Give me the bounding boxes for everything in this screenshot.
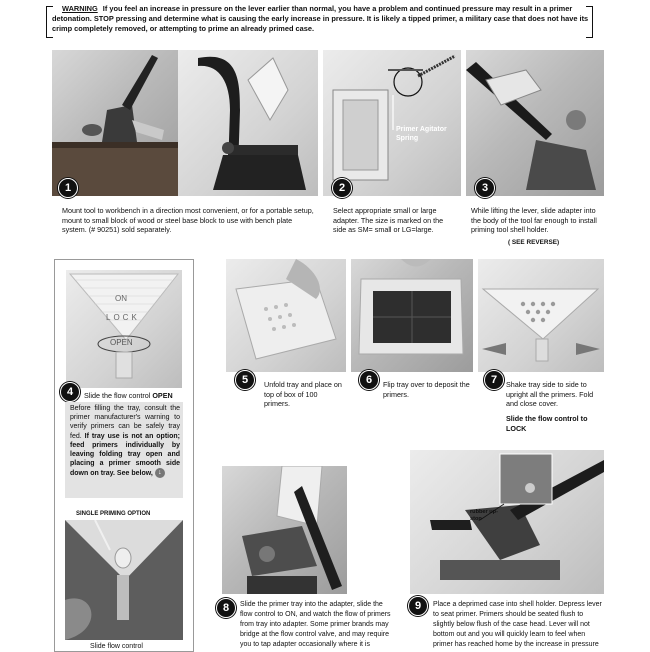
step2-number-badge: 2 — [332, 178, 352, 198]
step8-tool-illustration — [222, 466, 347, 594]
step6-number-badge: 6 — [359, 370, 379, 390]
step2-callout-label: Primer Agitator Spring — [396, 126, 447, 142]
step2-adapter-illustration — [323, 50, 461, 196]
step4-tray-illustration — [66, 270, 182, 388]
step3-photo-lever — [466, 50, 604, 196]
step9-caption: Place a deprimed case into shell holder. Depress lever to seat primer. Primers should be seated flush to slightly below flush of the case head. Lever will not bottom out and you will quickly learn to feel when primer has reached home by the increase in pressure — [433, 601, 602, 648]
step5-tray-illustration — [226, 259, 346, 372]
step2-photo-adapter — [323, 50, 461, 196]
step4-heading — [84, 391, 194, 401]
step6-photo-flip-tray — [351, 259, 473, 372]
step4-single-priming-label: SINGLE PRIMING OPTION — [76, 511, 151, 517]
step7-tray-illustration — [478, 259, 604, 372]
step4-label-on: ON — [115, 294, 127, 303]
step4-body — [70, 404, 180, 478]
step9-callout-label: rubber up-stop — [470, 509, 498, 522]
step4-photo-flow-control — [66, 270, 182, 388]
step4-heading-open: OPEN — [152, 391, 173, 400]
step9-tool-illustration — [410, 450, 604, 594]
step4-heading-text: Slide the flow control — [84, 391, 153, 400]
step4-single-priming-illustration — [65, 520, 183, 640]
step8-caption: Slide the primer tray into the adapter, slide the flow control to ON, and watch the flow of primers from tray into adapter. Some primer brands may bridge at the flow control valve, and may require you to tap adapter occasionally where it is — [240, 601, 391, 648]
step1-caption: Mount tool to workbench in a direction most convenient, or for a portable setup, mount to small block of wood or steel base block to use with bench plate system. (# 90251) sold separately. — [62, 206, 314, 235]
step6-caption: Flip tray over to deposit the primers. — [383, 380, 470, 399]
step4-label-open: OPEN — [110, 338, 133, 347]
step3-lever-illustration — [466, 50, 604, 196]
step7-photo-shake-tray — [478, 259, 604, 372]
step3-see-reverse-note: ( SEE REVERSE) — [508, 239, 560, 246]
step3-number-badge: 3 — [475, 178, 495, 198]
step3-caption: While lifting the lever, slide adapter into the body of the tool far enough to install priming tool shell holder. — [471, 206, 597, 235]
step2-caption: Select appropriate small or large adapter. The size is marked on the side as SM= small or LG=large. — [333, 206, 444, 235]
warning-label: WARNING — [62, 4, 98, 13]
step7-caption: Shake tray side to side to upright all the primers. Fold and close cover. — [506, 380, 594, 409]
step7-number-badge: 7 — [484, 370, 504, 390]
step4-body-bold: If tray use is not an option; feed primers individually by leaving folding tray open and placing a primer smooth side down on tray. See below, — [70, 432, 180, 478]
step6-tray-illustration — [351, 259, 473, 372]
step5-caption: Unfold tray and place on top of box of 100 primers. — [264, 380, 342, 409]
warning-text: If you feel an increase in pressure on the lever earlier than normal, you have a problem and continued pressure may result in a primer detonation. STOP pressing and determine what is causing the early increase in pressure. It is likely a tipped primer, a military case that does not have its crimp completely removed, or attempting to prime an already primed case. — [52, 4, 589, 33]
step1-photo-baseplate — [178, 50, 318, 196]
step5-photo-tray-on-box — [226, 259, 346, 372]
step8-number-badge: 8 — [216, 598, 236, 618]
step1-number-badge: 1 — [58, 178, 78, 198]
warning-box — [52, 4, 592, 34]
step7-caption-bold: Slide the flow control to LOCK — [506, 414, 588, 433]
step4-number-badge: 4 — [60, 382, 80, 402]
step8-photo-tray-in-adapter — [222, 466, 347, 594]
step1-bench-illustration — [52, 50, 178, 196]
step4-single-priming-caption: Slide flow control — [90, 643, 143, 650]
step4-label-lock: LOCK — [106, 313, 140, 322]
step4-body-normal: Before filling the tray, consult the primer manufacturer's warning to verify primers can be safely tray fed. — [70, 405, 180, 440]
step1-photo-bench — [52, 50, 178, 196]
step5-number-badge: 5 — [235, 370, 255, 390]
step9-number-badge: 9 — [408, 596, 428, 616]
step4-photo-single-priming — [65, 520, 183, 640]
step9-photo-seat-primer — [410, 450, 604, 594]
step4-arrow-down-icon: ↓ — [155, 468, 165, 478]
step1-baseplate-illustration — [178, 50, 318, 196]
